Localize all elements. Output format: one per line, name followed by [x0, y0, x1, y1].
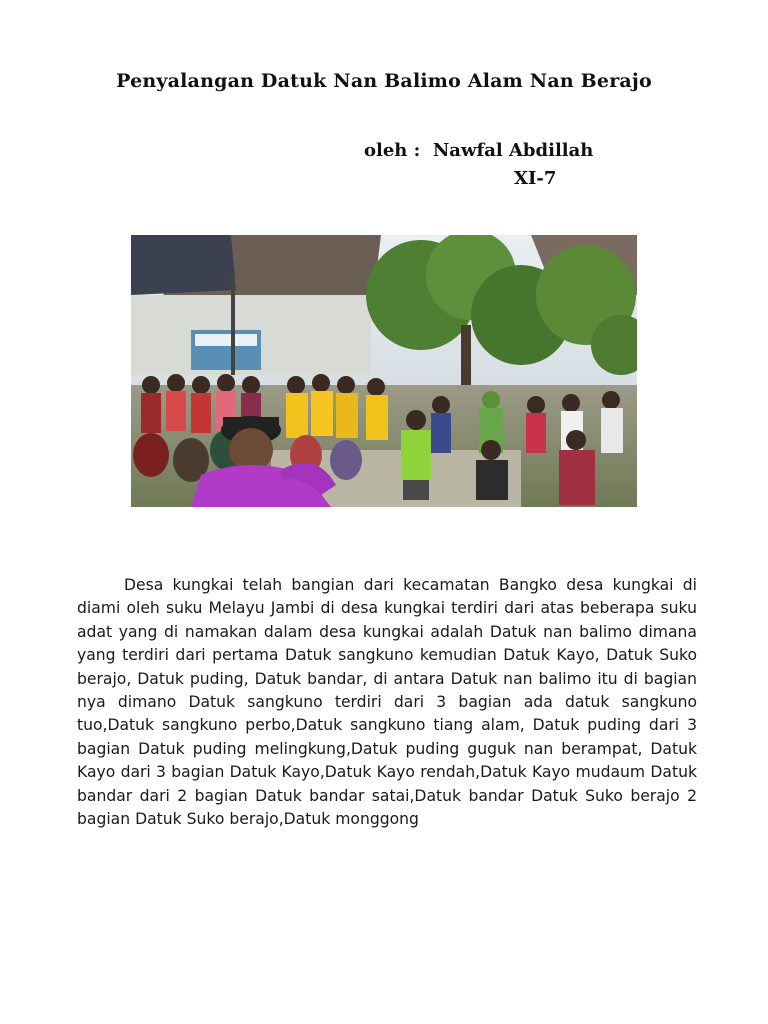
author-line [364, 140, 593, 161]
ceremony-photo [131, 235, 637, 507]
author-class: XI-7 [514, 168, 557, 189]
body-paragraph: Desa kungkai telah bangian dari kecamatan Bangko desa kungkai di diami oleh suku Melayu Jambi di desa kungkai terdiri dari atas beberapa suku adat yang di namakan dalam desa kungkai adalah Datuk nan balimo dimana yang terdiri dari pertama Datuk sangkuno kemudian Datuk Kayo, Datuk Suko berajo, Datuk puding, Datuk bandar, di antara Datuk nan balimo itu di bagian nya dimano Datuk sangkuno terdiri dari 3 bagian ada datuk sangkuno tuo,Datuk sangkuno perbo,Datuk sangkuno tiang alam, Datuk puding dari 3 bagian Datuk puding melingkung,Datuk puding guguk nan berampat, Datuk Kayo dari 3 bagian Datuk Kayo,Datuk Kayo rendah,Datuk Kayo mudaum Datuk bandar dari 2 bagian Datuk bandar satai,Datuk bandar Datuk Suko berajo 2 bagian Datuk Suko berajo,Datuk monggong [77, 576, 697, 829]
author-name: Nawfal Abdillah [432, 140, 594, 161]
document-title: Penyalangan Datuk Nan Balimo Alam Nan Berajo [116, 70, 652, 92]
author-prefix: oleh : [364, 140, 421, 161]
